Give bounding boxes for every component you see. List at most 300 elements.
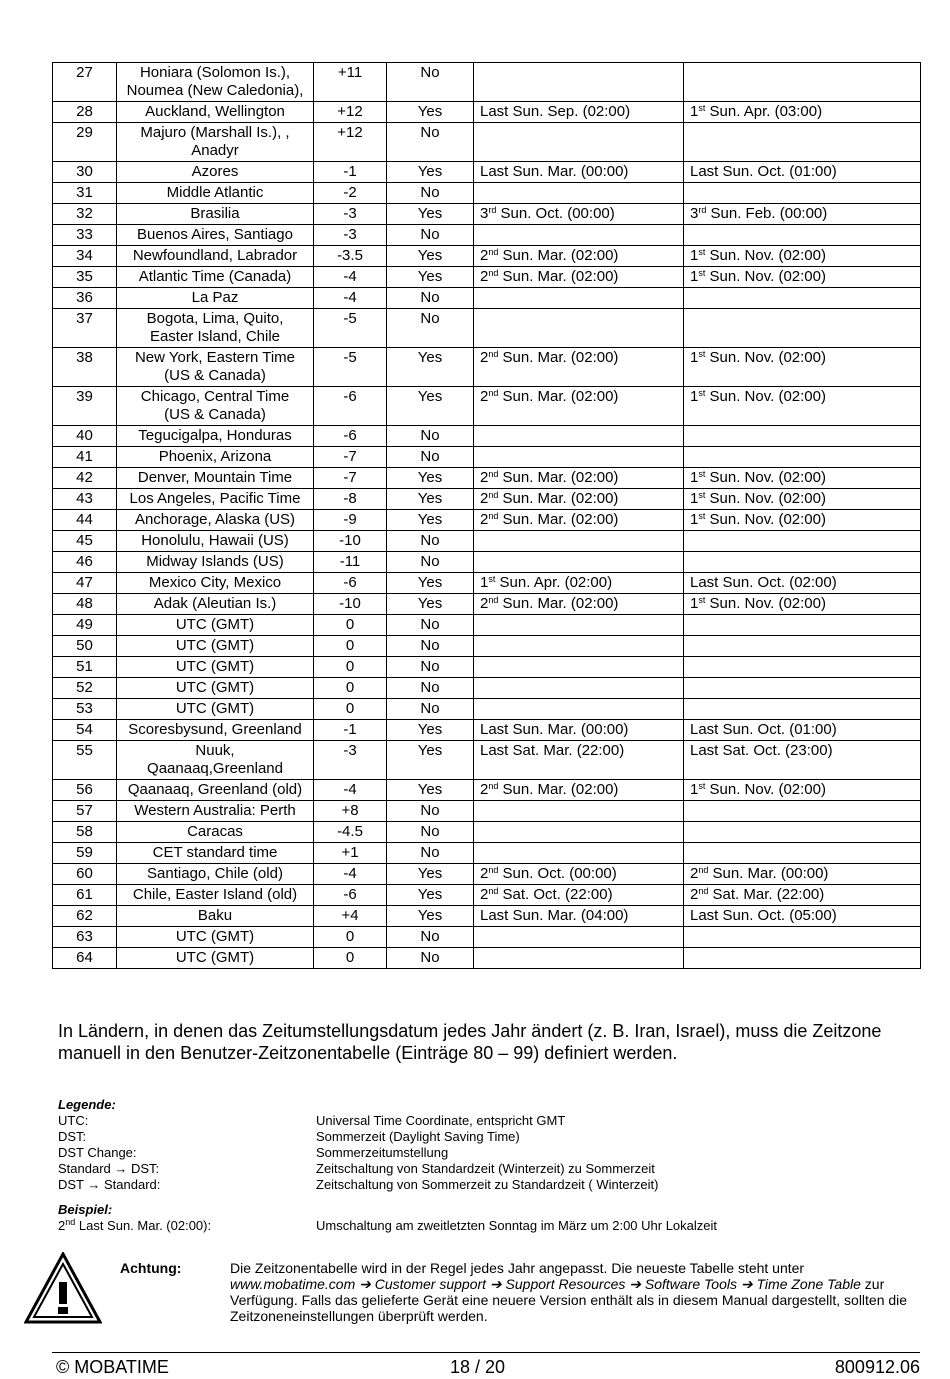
cell-offset: -10	[314, 594, 387, 615]
cell-dst-to-standard: 2nd Sun. Mar. (00:00)	[684, 864, 921, 885]
city-line: Western Australia: Perth	[134, 802, 296, 819]
legend-value: Sommerzeitumstellung	[316, 1145, 449, 1160]
cell-dst-to-standard: 1st Sun. Nov. (02:00)	[684, 489, 921, 510]
cell-city	[117, 531, 314, 552]
cell-dst-to-standard	[684, 615, 921, 636]
cell-dst: No	[387, 531, 474, 552]
cell-offset: -10	[314, 531, 387, 552]
table-row	[53, 615, 921, 636]
cell-offset: +1	[314, 843, 387, 864]
city-line: Chicago, Central Time	[140, 388, 290, 405]
table-row	[53, 594, 921, 615]
cell-city	[117, 267, 314, 288]
table-row	[53, 489, 921, 510]
city-line-2: Noumea (New Caledonia),	[126, 82, 304, 99]
cell-dst: No	[387, 309, 474, 348]
cell-offset: -1	[314, 720, 387, 741]
cell-offset: -8	[314, 489, 387, 510]
cell-offset: -4	[314, 864, 387, 885]
cell-number: 40	[53, 426, 117, 447]
cell-city	[117, 801, 314, 822]
cell-dst: Yes	[387, 246, 474, 267]
cell-dst: Yes	[387, 594, 474, 615]
city-line: UTC (GMT)	[175, 949, 255, 966]
cell-standard-to-dst: 2nd Sun. Oct. (00:00)	[474, 864, 684, 885]
cell-dst: No	[387, 699, 474, 720]
legend-item	[58, 1145, 918, 1161]
cell-dst-to-standard: 2nd Sat. Mar. (22:00)	[684, 885, 921, 906]
city-line: Buenos Aires, Santiago	[137, 226, 293, 243]
cell-dst-to-standard	[684, 552, 921, 573]
cell-dst-to-standard	[684, 948, 921, 969]
cell-dst: Yes	[387, 906, 474, 927]
city-line: Phoenix, Arizona	[158, 448, 272, 465]
cell-number: 48	[53, 594, 117, 615]
cell-city	[117, 162, 314, 183]
city-line: Santiago, Chile (old)	[147, 865, 283, 882]
cell-offset: +12	[314, 123, 387, 162]
warning-label: Achtung:	[120, 1260, 182, 1276]
cell-city	[117, 720, 314, 741]
cell-dst-to-standard: Last Sun. Oct. (01:00)	[684, 720, 921, 741]
cell-dst-to-standard: Last Sun. Oct. (01:00)	[684, 162, 921, 183]
cell-offset: 0	[314, 948, 387, 969]
cell-dst-to-standard	[684, 678, 921, 699]
cell-standard-to-dst: Last Sun. Mar. (00:00)	[474, 162, 684, 183]
city-line: UTC (GMT)	[175, 679, 255, 696]
cell-dst-to-standard: 1st Sun. Nov. (02:00)	[684, 594, 921, 615]
cell-number: 55	[53, 741, 117, 780]
cell-number: 39	[53, 387, 117, 426]
cell-city	[117, 573, 314, 594]
city-line: Auckland, Wellington	[145, 103, 285, 120]
city-line: Nuuk,	[195, 742, 235, 759]
city-line: Tegucigalpa, Honduras	[138, 427, 292, 444]
city-line-2: Anadyr	[191, 142, 239, 159]
cell-number: 37	[53, 309, 117, 348]
table-row	[53, 927, 921, 948]
cell-standard-to-dst: 2nd Sun. Mar. (02:00)	[474, 489, 684, 510]
city-line: Los Angeles, Pacific Time	[129, 490, 301, 507]
legend-item	[58, 1177, 918, 1193]
cell-dst-to-standard	[684, 822, 921, 843]
cell-city	[117, 123, 314, 162]
cell-standard-to-dst	[474, 183, 684, 204]
warning-link[interactable]: www.mobatime.com ➔ Customer support ➔ Support Resources ➔ Software Tools ➔ Time Zone Table	[230, 1276, 861, 1292]
city-line: Qaanaaq, Greenland (old)	[127, 781, 303, 798]
table-row	[53, 906, 921, 927]
cell-dst: No	[387, 426, 474, 447]
cell-offset: -3.5	[314, 246, 387, 267]
cell-dst-to-standard	[684, 699, 921, 720]
city-line: Anchorage, Alaska (US)	[134, 511, 296, 528]
cell-city	[117, 489, 314, 510]
table-row	[53, 864, 921, 885]
cell-offset: -4.5	[314, 822, 387, 843]
cell-number: 28	[53, 102, 117, 123]
cell-dst: No	[387, 822, 474, 843]
cell-number: 38	[53, 348, 117, 387]
cell-city	[117, 447, 314, 468]
cell-dst-to-standard: 3rd Sun. Feb. (00:00)	[684, 204, 921, 225]
cell-dst: Yes	[387, 741, 474, 780]
cell-dst: Yes	[387, 468, 474, 489]
city-line: Mexico City, Mexico	[148, 574, 282, 591]
cell-dst: No	[387, 636, 474, 657]
city-line-2: (US & Canada)	[164, 406, 266, 423]
legend-key: DST Change:	[58, 1145, 137, 1160]
cell-city	[117, 594, 314, 615]
cell-offset: -6	[314, 885, 387, 906]
cell-dst-to-standard	[684, 225, 921, 246]
cell-offset: 0	[314, 699, 387, 720]
cell-number: 32	[53, 204, 117, 225]
cell-offset: -4	[314, 267, 387, 288]
cell-standard-to-dst	[474, 123, 684, 162]
cell-standard-to-dst	[474, 636, 684, 657]
cell-offset: -9	[314, 510, 387, 531]
cell-city	[117, 741, 314, 780]
cell-dst: Yes	[387, 267, 474, 288]
city-line: New York, Eastern Time	[134, 349, 296, 366]
cell-city	[117, 948, 314, 969]
warning-text-1: Die Zeitzonentabelle wird in der Regel jedes Jahr angepasst. Die neueste Tabelle steht unter	[230, 1260, 805, 1276]
cell-city	[117, 246, 314, 267]
cell-dst-to-standard	[684, 843, 921, 864]
cell-standard-to-dst	[474, 447, 684, 468]
cell-dst-to-standard: Last Sun. Oct. (05:00)	[684, 906, 921, 927]
cell-city	[117, 348, 314, 387]
cell-standard-to-dst	[474, 225, 684, 246]
cell-dst-to-standard: 1st Sun. Nov. (02:00)	[684, 387, 921, 426]
cell-offset: -6	[314, 426, 387, 447]
timezone-table-body	[53, 63, 921, 969]
cell-number: 60	[53, 864, 117, 885]
table-row	[53, 225, 921, 246]
cell-city	[117, 615, 314, 636]
cell-dst-to-standard	[684, 426, 921, 447]
cell-city	[117, 309, 314, 348]
city-line: Caracas	[187, 823, 243, 840]
city-line: Denver, Mountain Time	[137, 469, 293, 486]
cell-number: 46	[53, 552, 117, 573]
table-row	[53, 426, 921, 447]
cell-standard-to-dst: Last Sun. Mar. (00:00)	[474, 720, 684, 741]
cell-offset: +11	[314, 63, 387, 102]
cell-dst-to-standard	[684, 288, 921, 309]
cell-dst: No	[387, 288, 474, 309]
city-line: Baku	[197, 907, 233, 924]
city-line: UTC (GMT)	[175, 637, 255, 654]
cell-standard-to-dst: Last Sat. Mar. (22:00)	[474, 741, 684, 780]
city-line: Middle Atlantic	[166, 184, 264, 201]
cell-dst: No	[387, 183, 474, 204]
cell-dst-to-standard: Last Sat. Oct. (23:00)	[684, 741, 921, 780]
footer-page-number: 18 / 20	[450, 1357, 506, 1377]
cell-number: 58	[53, 822, 117, 843]
timezone-note: In Ländern, in denen das Zeitumstellungsdatum jedes Jahr ändert (z. B. Iran, Israel), muss die Zeitzone manuell in den Benutzer-Zeitzonentabelle (Einträge 80 – 99) definiert werden.	[58, 1021, 882, 1063]
cell-dst: No	[387, 615, 474, 636]
city-line: Newfoundland, Labrador	[132, 247, 298, 264]
legend-heading: Legende:	[58, 1097, 116, 1112]
cell-number: 49	[53, 615, 117, 636]
cell-dst-to-standard: 1st Sun. Apr. (03:00)	[684, 102, 921, 123]
cell-offset: -2	[314, 183, 387, 204]
cell-standard-to-dst	[474, 948, 684, 969]
cell-city	[117, 927, 314, 948]
cell-standard-to-dst	[474, 288, 684, 309]
cell-standard-to-dst: 2nd Sun. Mar. (02:00)	[474, 468, 684, 489]
cell-dst: No	[387, 843, 474, 864]
cell-city	[117, 63, 314, 102]
cell-number: 42	[53, 468, 117, 489]
table-row	[53, 468, 921, 489]
cell-city	[117, 288, 314, 309]
table-row	[53, 699, 921, 720]
cell-number: 50	[53, 636, 117, 657]
legend-key: Standard → DST:	[58, 1161, 160, 1176]
table-row	[53, 657, 921, 678]
cell-city	[117, 552, 314, 573]
cell-city	[117, 183, 314, 204]
cell-dst: No	[387, 447, 474, 468]
cell-offset: -6	[314, 573, 387, 594]
city-line: Honiara (Solomon Is.),	[139, 64, 291, 81]
warning-text-2: zur Verfügung. Falls das gelieferte Gerät eine neuere Version enthält als in diesem Manual dargestellt, sollten die Zeitzoneneinstellungen überprüft werden.	[230, 1276, 908, 1324]
cell-dst: No	[387, 123, 474, 162]
city-line-2: Qaanaaq,Greenland	[147, 760, 283, 777]
cell-city	[117, 699, 314, 720]
cell-offset: +12	[314, 102, 387, 123]
cell-offset: -6	[314, 387, 387, 426]
table-row	[53, 204, 921, 225]
cell-dst: Yes	[387, 573, 474, 594]
cell-city	[117, 678, 314, 699]
warning-triangle-icon	[24, 1252, 102, 1324]
cell-dst-to-standard	[684, 636, 921, 657]
cell-offset: -3	[314, 741, 387, 780]
cell-standard-to-dst: 1st Sun. Apr. (02:00)	[474, 573, 684, 594]
cell-offset: -3	[314, 204, 387, 225]
cell-dst: Yes	[387, 348, 474, 387]
cell-standard-to-dst	[474, 843, 684, 864]
cell-city	[117, 636, 314, 657]
table-row	[53, 720, 921, 741]
cell-dst: Yes	[387, 720, 474, 741]
cell-offset: +8	[314, 801, 387, 822]
cell-dst-to-standard	[684, 309, 921, 348]
cell-standard-to-dst: 2nd Sun. Mar. (02:00)	[474, 780, 684, 801]
cell-number: 44	[53, 510, 117, 531]
cell-dst: No	[387, 63, 474, 102]
cell-city	[117, 864, 314, 885]
cell-offset: 0	[314, 636, 387, 657]
page-footer	[52, 1352, 920, 1379]
legend-value: Zeitschaltung von Sommerzeit zu Standardzeit ( Winterzeit)	[316, 1177, 659, 1192]
cell-dst: No	[387, 552, 474, 573]
table-row	[53, 678, 921, 699]
cell-number: 30	[53, 162, 117, 183]
table-row	[53, 348, 921, 387]
cell-dst: Yes	[387, 162, 474, 183]
cell-number: 59	[53, 843, 117, 864]
cell-dst-to-standard: 1st Sun. Nov. (02:00)	[684, 246, 921, 267]
cell-number: 47	[53, 573, 117, 594]
city-line: Adak (Aleutian Is.)	[153, 595, 277, 612]
table-row	[53, 552, 921, 573]
table-row	[53, 309, 921, 348]
cell-city	[117, 657, 314, 678]
cell-number: 61	[53, 885, 117, 906]
cell-city	[117, 780, 314, 801]
cell-dst-to-standard	[684, 657, 921, 678]
city-line: Midway Islands (US)	[146, 553, 284, 570]
timezone-table	[52, 62, 921, 969]
cell-number: 51	[53, 657, 117, 678]
cell-dst: Yes	[387, 102, 474, 123]
cell-offset: -4	[314, 780, 387, 801]
cell-standard-to-dst: 2nd Sat. Oct. (22:00)	[474, 885, 684, 906]
footer-doc-number: 800912.06	[834, 1357, 920, 1377]
cell-dst-to-standard	[684, 123, 921, 162]
cell-number: 43	[53, 489, 117, 510]
cell-offset: -4	[314, 288, 387, 309]
city-line: UTC (GMT)	[175, 658, 255, 675]
cell-city	[117, 885, 314, 906]
cell-standard-to-dst: 2nd Sun. Mar. (02:00)	[474, 594, 684, 615]
cell-city	[117, 822, 314, 843]
warning-text	[230, 1260, 920, 1324]
cell-dst: No	[387, 678, 474, 699]
cell-number: 35	[53, 267, 117, 288]
cell-offset: 0	[314, 927, 387, 948]
cell-dst-to-standard: 1st Sun. Nov. (02:00)	[684, 468, 921, 489]
cell-dst-to-standard	[684, 801, 921, 822]
cell-number: 41	[53, 447, 117, 468]
cell-city	[117, 468, 314, 489]
cell-standard-to-dst	[474, 615, 684, 636]
cell-dst-to-standard	[684, 927, 921, 948]
legend-value: Zeitschaltung von Standardzeit (Winterzeit) zu Sommerzeit	[316, 1161, 655, 1176]
cell-offset: -5	[314, 348, 387, 387]
cell-dst-to-standard: Last Sun. Oct. (02:00)	[684, 573, 921, 594]
cell-offset: -1	[314, 162, 387, 183]
cell-number: 54	[53, 720, 117, 741]
cell-dst: Yes	[387, 204, 474, 225]
table-row	[53, 843, 921, 864]
cell-dst: Yes	[387, 885, 474, 906]
cell-number: 64	[53, 948, 117, 969]
table-row	[53, 801, 921, 822]
table-row	[53, 510, 921, 531]
cell-dst: No	[387, 657, 474, 678]
cell-standard-to-dst: 2nd Sun. Mar. (02:00)	[474, 267, 684, 288]
cell-standard-to-dst	[474, 678, 684, 699]
city-line: Majuro (Marshall Is.), ,	[140, 124, 290, 141]
city-line: Azores	[191, 163, 239, 180]
city-line: Bogota, Lima, Quito,	[146, 310, 284, 327]
cell-number: 45	[53, 531, 117, 552]
footer-copyright: © MOBATIME	[56, 1357, 169, 1377]
table-row	[53, 246, 921, 267]
example	[58, 1202, 918, 1234]
cell-city	[117, 426, 314, 447]
table-row	[53, 780, 921, 801]
cell-number: 62	[53, 906, 117, 927]
cell-dst-to-standard	[684, 183, 921, 204]
cell-dst: No	[387, 948, 474, 969]
cell-dst: Yes	[387, 489, 474, 510]
table-row	[53, 162, 921, 183]
cell-offset: -5	[314, 309, 387, 348]
table-row	[53, 102, 921, 123]
table-row	[53, 288, 921, 309]
cell-dst: Yes	[387, 510, 474, 531]
cell-standard-to-dst: 2nd Sun. Mar. (02:00)	[474, 246, 684, 267]
legend-item	[58, 1113, 918, 1129]
cell-standard-to-dst	[474, 426, 684, 447]
cell-number: 57	[53, 801, 117, 822]
table-row	[53, 531, 921, 552]
legend-value: Universal Time Coordinate, entspricht GMT	[316, 1113, 566, 1128]
example-value: Umschaltung am zweitletzten Sonntag im März um 2:00 Uhr Lokalzeit	[316, 1218, 718, 1233]
legend-value: Sommerzeit (Daylight Saving Time)	[316, 1129, 520, 1144]
cell-dst-to-standard: 1st Sun. Nov. (02:00)	[684, 348, 921, 387]
cell-dst: No	[387, 801, 474, 822]
cell-city	[117, 387, 314, 426]
city-line: UTC (GMT)	[175, 928, 255, 945]
cell-dst-to-standard	[684, 447, 921, 468]
cell-number: 56	[53, 780, 117, 801]
cell-number: 36	[53, 288, 117, 309]
cell-standard-to-dst: 3rd Sun. Oct. (00:00)	[474, 204, 684, 225]
cell-standard-to-dst	[474, 309, 684, 348]
table-row	[53, 741, 921, 780]
city-line: CET standard time	[152, 844, 278, 861]
legend	[58, 1097, 918, 1193]
cell-offset: -7	[314, 468, 387, 489]
cell-dst-to-standard: 1st Sun. Nov. (02:00)	[684, 510, 921, 531]
city-line: Brasilia	[190, 205, 240, 222]
city-line: La Paz	[191, 289, 239, 306]
cell-dst: Yes	[387, 780, 474, 801]
cell-dst-to-standard	[684, 63, 921, 102]
city-line: Honolulu, Hawaii (US)	[141, 532, 289, 549]
cell-offset: 0	[314, 657, 387, 678]
cell-standard-to-dst	[474, 63, 684, 102]
cell-city	[117, 510, 314, 531]
cell-offset: 0	[314, 615, 387, 636]
cell-standard-to-dst	[474, 927, 684, 948]
cell-offset: -7	[314, 447, 387, 468]
cell-number: 34	[53, 246, 117, 267]
table-row	[53, 183, 921, 204]
cell-city	[117, 204, 314, 225]
cell-offset: 0	[314, 678, 387, 699]
table-row	[53, 573, 921, 594]
cell-number: 29	[53, 123, 117, 162]
cell-dst: No	[387, 225, 474, 246]
cell-standard-to-dst: 2nd Sun. Mar. (02:00)	[474, 348, 684, 387]
example-heading: Beispiel:	[58, 1202, 113, 1217]
table-row	[53, 387, 921, 426]
cell-number: 27	[53, 63, 117, 102]
cell-standard-to-dst	[474, 531, 684, 552]
cell-dst: Yes	[387, 387, 474, 426]
cell-dst-to-standard: 1st Sun. Nov. (02:00)	[684, 780, 921, 801]
city-line: UTC (GMT)	[175, 700, 255, 717]
table-row	[53, 948, 921, 969]
